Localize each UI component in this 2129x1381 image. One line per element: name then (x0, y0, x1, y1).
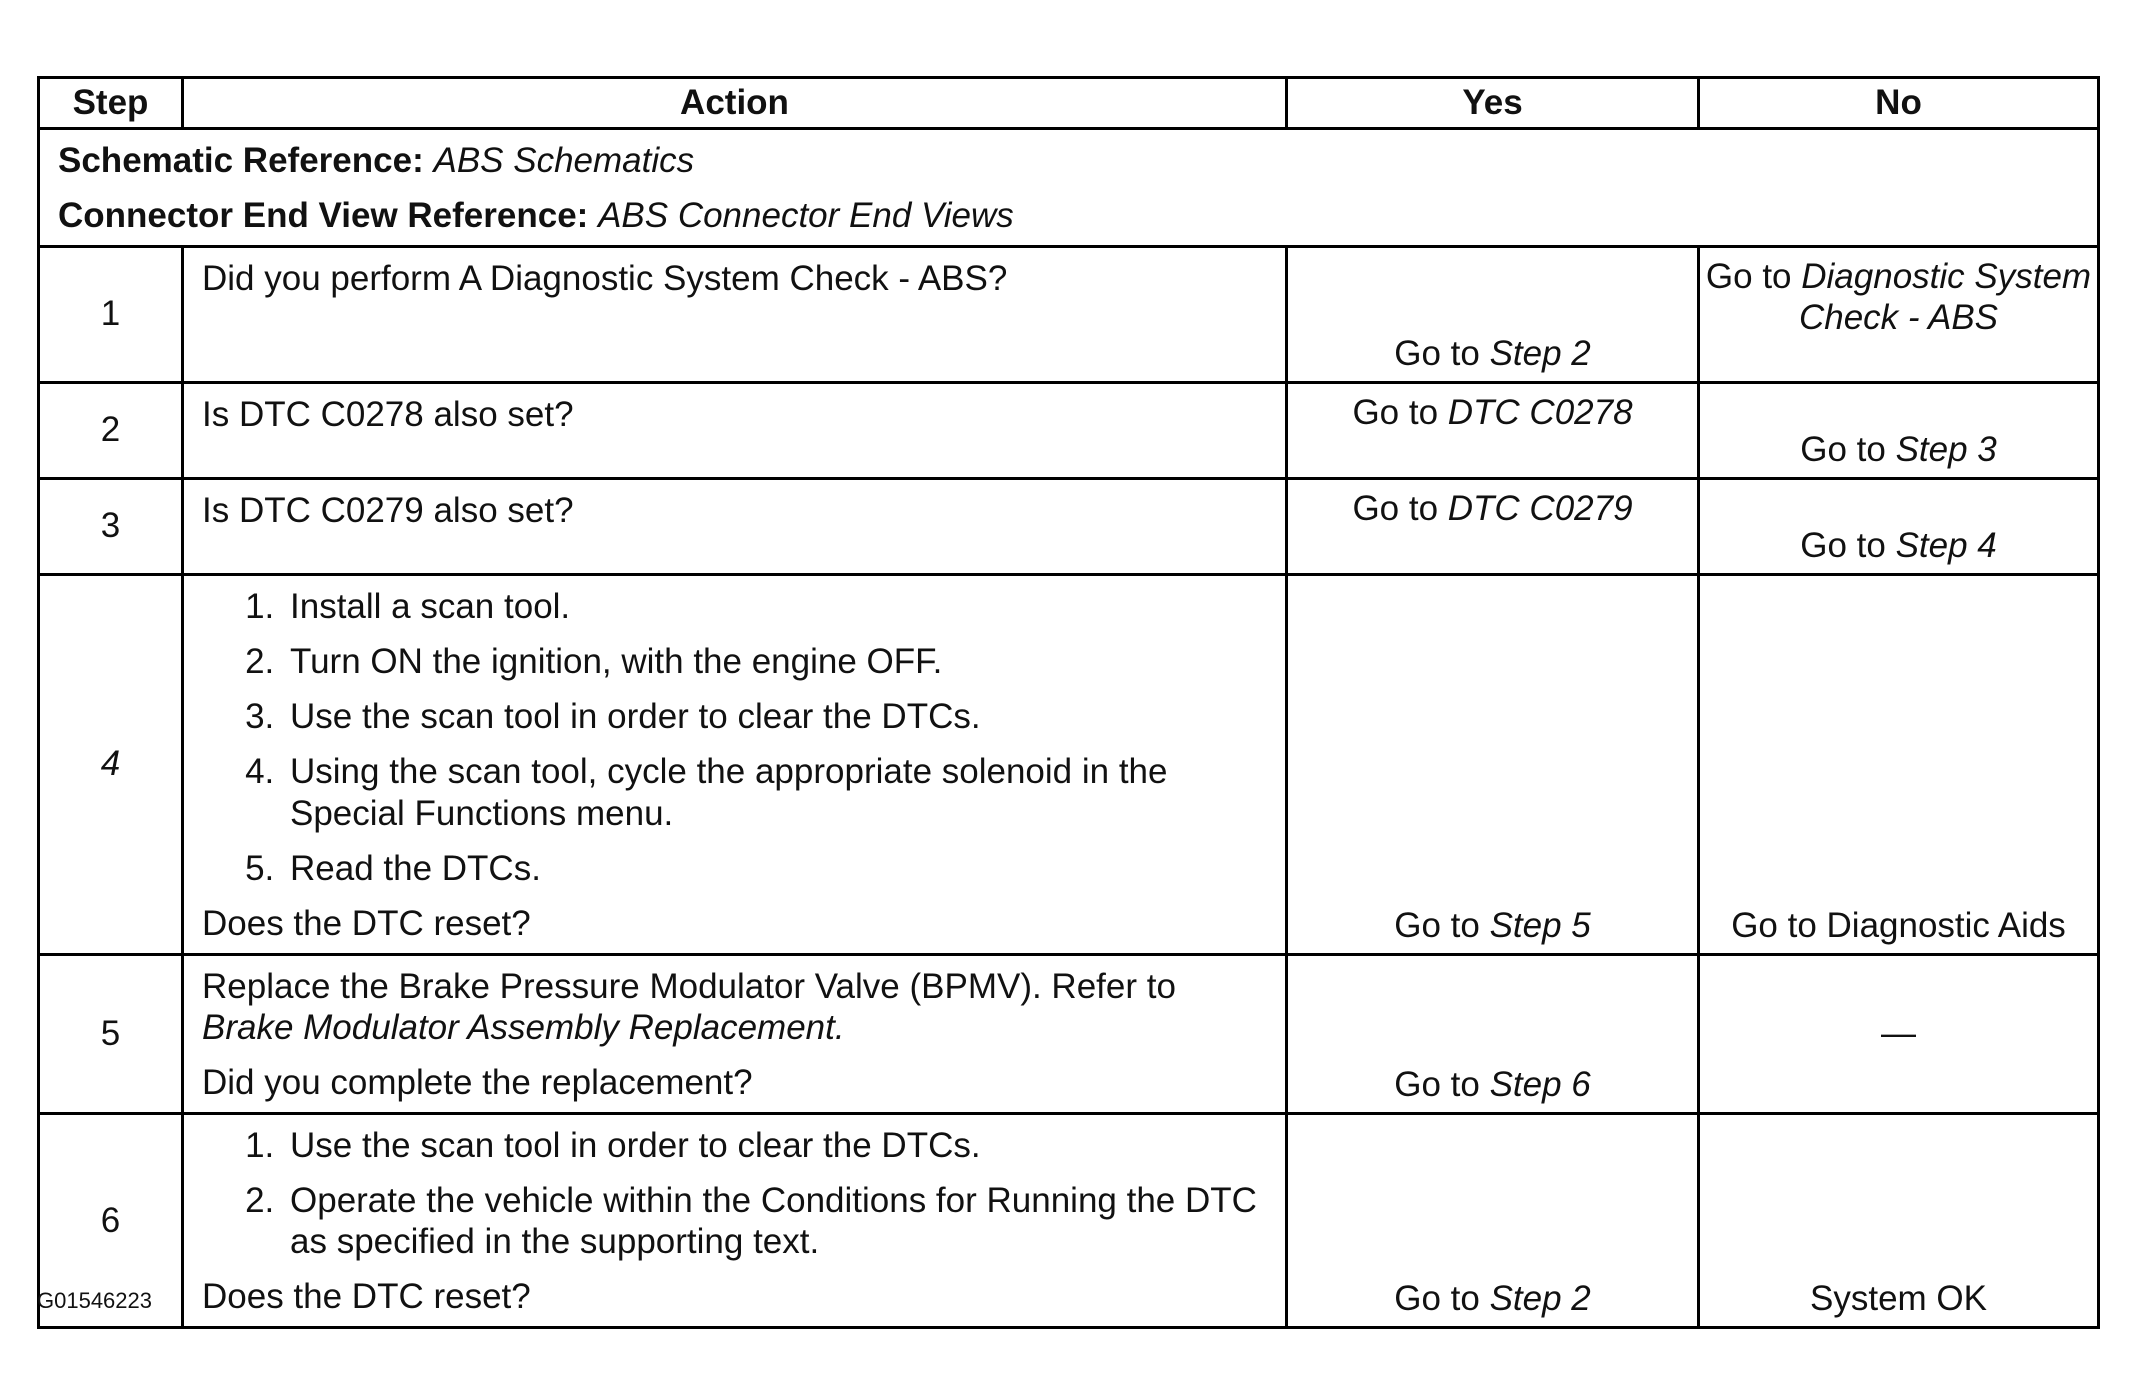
step-question: Does the DTC reset? (202, 904, 531, 944)
step-yes (1287, 246, 1699, 382)
no-prefix: Go to (1705, 256, 1802, 296)
step-number: 4 (39, 574, 183, 954)
no-prefix: Go to (1800, 430, 1896, 470)
procedure-item: 4. Using the scan tool, cycle the appropriate solenoid in the Special Functions menu. (284, 751, 1273, 834)
step-action (183, 574, 1287, 954)
connector-reference-label: Connector End View Reference: (58, 196, 589, 236)
step-row-3 (39, 478, 2099, 574)
yes-link[interactable]: DTC C0279 (1447, 488, 1633, 528)
yes-link[interactable]: Step 6 (1489, 1065, 1591, 1105)
schematic-reference-link[interactable]: ABS Schematics (433, 141, 695, 180)
step-question: Did you perform A Diagnostic System Check - ABS? (202, 258, 1008, 298)
yes-link[interactable]: Step 2 (1489, 334, 1591, 374)
step-row-6 (39, 1113, 2099, 1327)
step-action (183, 382, 1287, 478)
yes-link[interactable]: DTC C0278 (1447, 392, 1633, 432)
header-row (39, 78, 2099, 129)
step-action (183, 1113, 1287, 1327)
connector-reference-link[interactable]: ABS Connector End Views (598, 196, 1014, 236)
procedure-list (202, 586, 1273, 890)
figure-id: G01546223 (37, 1288, 152, 1313)
step-instruction-link[interactable]: Brake Modulator Assembly Replacement. (202, 1007, 845, 1047)
step-action (183, 246, 1287, 382)
step-question: Is DTC C0279 also set? (202, 490, 574, 530)
procedure-item: 1. Install a scan tool. (284, 586, 1273, 627)
step-question: Is DTC C0278 also set? (202, 394, 574, 434)
step-action (183, 478, 1287, 574)
step-no (1699, 954, 2099, 1113)
step-row-1 (39, 246, 2099, 382)
yes-prefix: Go to (1352, 488, 1448, 528)
step-row-5 (39, 954, 2099, 1113)
no-link[interactable]: Diagnostic System Check - ABS (1798, 256, 2092, 337)
step-number: 1 (39, 246, 183, 382)
procedure-item: 2. Operate the vehicle within the Conditions for Running the DTC as specified in the supporting text. (284, 1180, 1273, 1263)
procedure-list (202, 1125, 1273, 1263)
step-yes (1287, 382, 1699, 478)
step-no (1699, 246, 2099, 382)
yes-prefix: Go to (1394, 1065, 1490, 1105)
procedure-item: 5. Read the DTCs. (284, 848, 1273, 889)
step-question: Does the DTC reset? (202, 1277, 531, 1317)
header-no: No (1699, 78, 2099, 129)
header-yes: Yes (1287, 78, 1699, 129)
diagnostic-table (37, 76, 2100, 1329)
step-yes (1287, 954, 1699, 1113)
no-dash: — (1881, 1013, 1916, 1053)
step-no (1699, 1113, 2099, 1327)
yes-link[interactable]: Step 2 (1489, 1279, 1591, 1319)
no-text: System OK (1810, 1279, 1987, 1319)
step-text (202, 966, 1273, 1049)
schematic-reference-label: Schematic Reference: (58, 141, 424, 180)
header-action: Action (183, 78, 1287, 129)
no-prefix: Go to (1800, 526, 1896, 566)
reference-cell (39, 129, 2099, 247)
step-number: 6 (39, 1113, 183, 1327)
step-no (1699, 478, 2099, 574)
procedure-item: 1. Use the scan tool in order to clear the DTCs. (284, 1125, 1273, 1166)
schematic-reference (58, 140, 2079, 181)
no-link[interactable]: Step 3 (1895, 430, 1997, 470)
header-step: Step (39, 78, 183, 129)
procedure-item: 2. Turn ON the ignition, with the engine OFF. (284, 641, 1273, 682)
reference-row (39, 129, 2099, 247)
yes-prefix: Go to (1352, 392, 1448, 432)
step-row-2 (39, 382, 2099, 478)
procedure-item: 3. Use the scan tool in order to clear the DTCs. (284, 696, 1273, 737)
step-row-4 (39, 574, 2099, 954)
yes-prefix: Go to (1394, 1279, 1490, 1319)
yes-link[interactable]: Step 5 (1489, 906, 1591, 946)
step-number: 5 (39, 954, 183, 1113)
step-action (183, 954, 1287, 1113)
step-number: 3 (39, 478, 183, 574)
step-yes (1287, 478, 1699, 574)
step-yes (1287, 1113, 1699, 1327)
connector-reference (58, 195, 2079, 236)
step-no (1699, 382, 2099, 478)
step-no (1699, 574, 2099, 954)
step-yes (1287, 574, 1699, 954)
yes-prefix: Go to (1394, 906, 1490, 946)
step-instruction: Replace the Brake Pressure Modulator Valve (BPMV). Refer to (202, 966, 1176, 1006)
no-text[interactable]: Go to Diagnostic Aids (1731, 906, 2066, 946)
step-number: 2 (39, 382, 183, 478)
step-question: Did you complete the replacement? (202, 1063, 753, 1103)
yes-prefix: Go to (1394, 334, 1490, 374)
no-link[interactable]: Step 4 (1895, 526, 1997, 566)
